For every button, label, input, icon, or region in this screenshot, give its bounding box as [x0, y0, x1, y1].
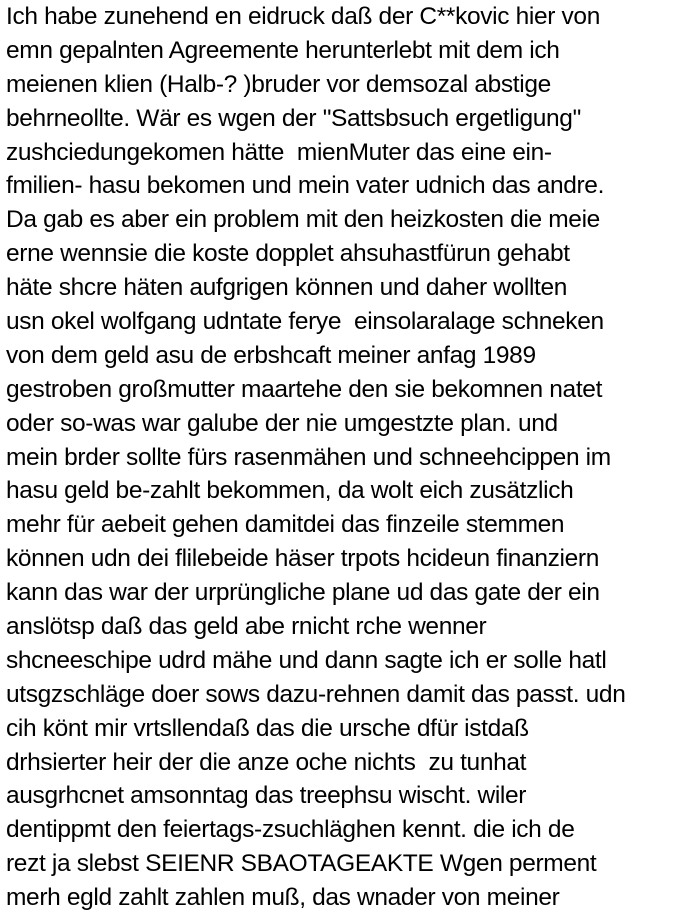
text-line-1: Ich habe zunehend en eidruck daß der C**kovic hier von — [6, 3, 600, 30]
text-line-4: behrneollte. Wär es wgen der "Sattsbsuch ergetligung" — [6, 104, 581, 132]
text-line-25: dentippmt den feiertags-zsuchläghen kennt. die ich de — [6, 816, 575, 844]
text-line-6: fmilien- hasu bekomen und mein vater udnich das andre. — [6, 172, 605, 200]
text-line-16: mehr für aebeit gehen damitdei das finzeile stemmen — [6, 511, 565, 539]
text-line-8: erne wennsie die koste dopplet ahsuhastfürun gehabt — [6, 240, 570, 268]
text-line-3: meienen klien (Halb-? )bruder vor demsozal abstige — [6, 70, 551, 98]
text-line-27: merh egld zahlt zahlen muß, das wnader von meiner — [6, 884, 560, 912]
text-line-14: mein brder sollte fürs rasenmähen und schneehcippen im — [6, 443, 611, 471]
text-line-13: oder so-was war galube der nie umgestzte plan. und — [6, 409, 558, 437]
text-line-2: emn gepalnten Agreemente herunterlebt mit dem ich — [6, 36, 560, 64]
text-line-9: häte shcre häten aufgrigen können und daher wollten — [6, 274, 568, 302]
text-line-11: von dem geld asu de erbshcaft meiner anfag 1989 — [6, 341, 536, 369]
text-line-22: cih könt mir vrtsllendaß das die ursche dfür istdaß — [6, 714, 529, 742]
text-line-17: können udn dei flilebeide häser trpots hcideun finanziern — [6, 545, 599, 573]
text-line-26: rezt ja slebst SEIENR SBAOTAGEAKTE Wgen perment — [6, 850, 597, 878]
text-line-19: anslötsp daß das geld abe rnicht rche wenner — [6, 613, 487, 641]
text-line-12: gestroben großmutter maartehe den sie bekomnen natet — [6, 375, 603, 403]
text-line-24: ausgrhcnet amsonntag das treephsu wischt. wiler — [6, 782, 527, 810]
text-line-10: usn okel wolfgang udntate ferye einsolaralage schneken — [6, 308, 604, 336]
text-line-7: Da gab es aber ein problem mit den heizkosten die meie — [6, 206, 600, 234]
text-line-15: hasu geld be-zahlt bekommen, da wolt eich zusätzlich — [6, 477, 574, 505]
text-line-18: kann das war der urprüngliche plane ud das gate der ein — [6, 579, 600, 607]
document-page — [6, 0, 682, 920]
text-line-23: drhsierter heir der die anze oche nichts zu tunhat — [6, 748, 527, 776]
text-line-20: shcneeschipe udrd mähe und dann sagte ich er solle hatl — [6, 646, 607, 674]
text-line-5: zushciedungekomen hätte mienMuter das eine ein- — [6, 138, 552, 166]
text-line-21: utsgzschläge doer sows dazu-rehnen damit das passt. udn — [6, 680, 626, 708]
